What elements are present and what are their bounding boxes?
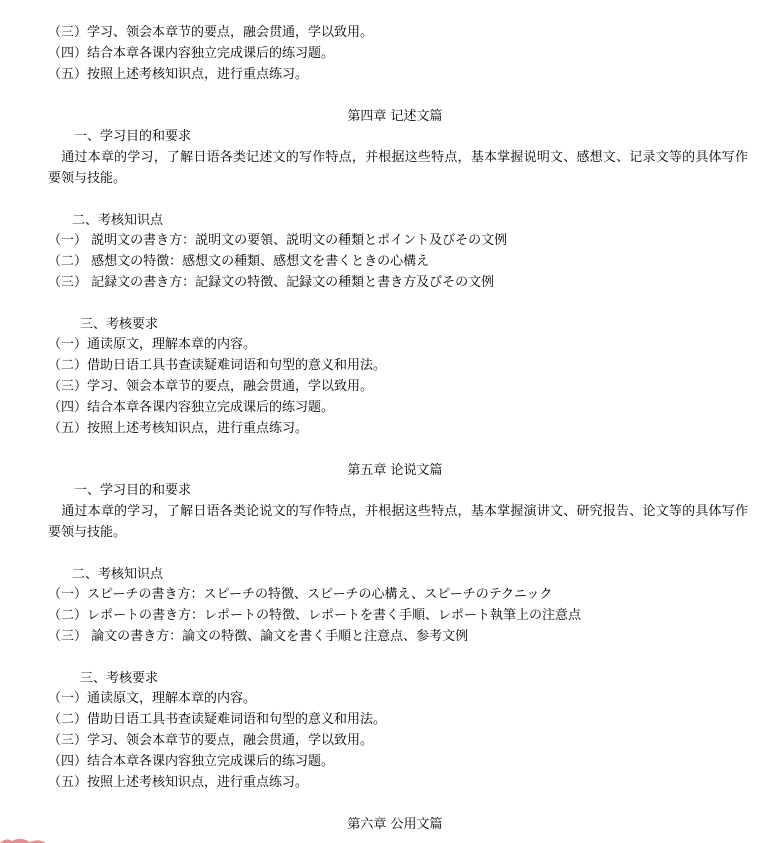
corner-mark-icon xyxy=(0,836,48,843)
section-heading: 三、考核要求 xyxy=(80,317,159,332)
list-item: （二）借助日语工具书查读疑难词语和句型的意义和用法。 xyxy=(48,358,387,373)
section-heading: 一、学习目的和要求 xyxy=(74,483,192,498)
chapter-title: 第四章 记述文篇 xyxy=(347,109,443,124)
section-heading: 一、学习目的和要求 xyxy=(74,129,192,144)
list-item: （三）学习、领会本章节的要点，融会贯通，学以致用。 xyxy=(48,379,374,394)
list-item: （四）结合本章各课内容独立完成课后的练习题。 xyxy=(48,46,335,61)
list-item: （五）按照上述考核知识点，进行重点练习。 xyxy=(48,421,309,436)
list-item: （三） 論文の書き方：論文の特徴、論文を書く手順と注意点、参考文例 xyxy=(48,629,469,644)
list-item: （三）学习、领会本章节的要点，融会贯通，学以致用。 xyxy=(48,733,374,748)
list-item: （一）通读原文，理解本章的内容。 xyxy=(48,691,257,706)
list-item: （四）结合本章各课内容独立完成课后的练习题。 xyxy=(48,754,335,769)
list-item: （三） 記録文の書き方：記録文の特徴、記録文の種類と書き方及びその文例 xyxy=(48,275,495,290)
list-item: （二）借助日语工具书查读疑难词语和句型的意义和用法。 xyxy=(48,712,387,727)
list-item: （五）按照上述考核知识点，进行重点练习。 xyxy=(48,67,309,82)
list-item: （二） 感想文の特徴：感想文の種類、感想文を書くときの心構え xyxy=(48,254,430,269)
list-item: （三）学习、领会本章节的要点，融会贯通，学以致用。 xyxy=(48,25,374,40)
section-heading: 三、考核要求 xyxy=(80,671,159,686)
list-item: （四）结合本章各课内容独立完成课后的练习题。 xyxy=(48,400,335,415)
list-item: （五）按照上述考核知识点，进行重点练习。 xyxy=(48,775,309,790)
list-item: （一）スピーチの書き方：スピーチの特徴、スピーチの心構え、スピーチのテクニック xyxy=(48,587,553,602)
list-item: （一） 説明文の書き方：説明文の要領、説明文の種類とポイント及びその文例 xyxy=(48,233,508,248)
chapter-title: 第六章 公用文篇 xyxy=(347,817,443,832)
list-item: （二）レポートの書き方：レポートの特徴、レポートを書く手順、レポート執筆上の注意点 xyxy=(48,608,582,623)
paragraph: 通过本章的学习，了解日语各类论说文的写作特点，并根据这些特点，基本掌握演讲文、研究报告、论文等的具体写作要领与技能。 xyxy=(48,504,748,540)
section-heading: 二、考核知识点 xyxy=(72,567,164,582)
list-item: （一）通读原文，理解本章的内容。 xyxy=(48,337,257,352)
chapter-title: 第五章 论说文篇 xyxy=(347,463,443,478)
paragraph: 通过本章的学习，了解日语各类记述文的写作特点，并根据这些特点，基本掌握说明文、感想文、记录文等的具体写作要领与技能。 xyxy=(48,150,748,186)
section-heading: 二、考核知识点 xyxy=(72,213,164,228)
